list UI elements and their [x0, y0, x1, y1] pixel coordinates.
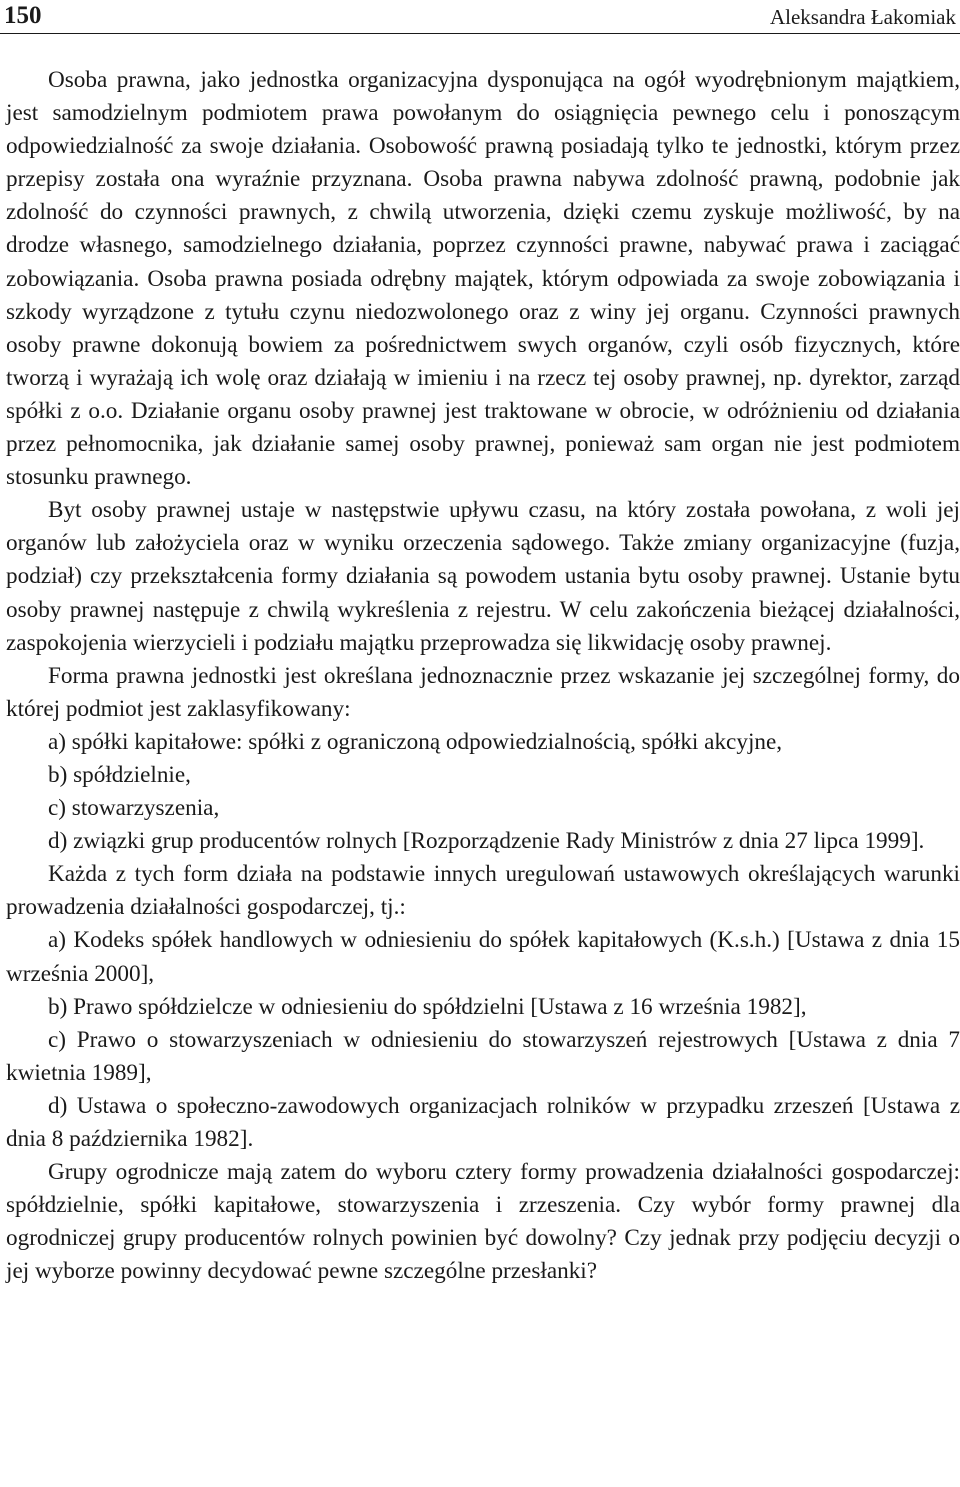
list-item-acts-d: d) Ustawa o społeczno-zawodowych organizacjach rolników w przypadku zrzeszeń [Ustawa z dnia 8 października 1982].	[6, 1092, 960, 1152]
body-text	[6, 64, 960, 1288]
running-head-author: Aleksandra Łakomiak	[769, 5, 956, 29]
page-header	[0, 0, 960, 34]
paragraph-legal-form: Forma prawna jednostki jest określana jednoznacznie przez wskazanie jej szczególnej formy, do której podmiot jest zaklasyfikowany:	[6, 662, 960, 722]
list-item-forms-b: b) spółdzielnie,	[48, 761, 191, 788]
header-rule	[0, 33, 960, 34]
list-item-acts-c: c) Prawo o stowarzyszeniach w odniesieniu do stowarzyszeń rejestrowych [Ustawa z dnia 7 kwietnia 1989],	[6, 1026, 960, 1086]
list-item-forms-a: a) spółki kapitałowe: spółki z ograniczoną odpowiedzialnością, spółki akcyjne,	[48, 728, 783, 755]
list-item-forms-c: c) stowarzyszenia,	[48, 795, 220, 822]
paragraph-legal-person: Osoba prawna, jako jednostka organizacyjna dysponująca na ogół wyodrębnionym majątkiem, jest samodzielnym podmiotem prawa powołanym do osiągnięcia pewnego celu i ponoszącym odpowiedzialność za swoje działania. Osobowość prawną posiadają tylko te jednostki, którym przez przepisy została ona wyraźnie przyznana. Osoba prawna nabywa zdolność prawną, podobnie jak zdolność do czynności prawnych, z chwilą utworzenia, dzięki czemu zyskuje możliwość, by na drodze własnego, samodzielnego działania, poprzez czynności prawne, nabywać prawa i zaciągać zobowiązania. Osoba prawna posiada odrębny majątek, którym odpowiada za swoje zobowiązania i szkody wyrządzone z tytułu czynu niedozwolonego oraz z winy jej organu. Czynności prawnych osoby prawne dokonują bowiem za pośrednictwem swych organów, czyli osób fizycznych, które tworzą i wyrażają ich wolę oraz działają w imieniu i na rzecz tej osoby prawnej, np. dyrektor, zarząd spółki z o.o. Działanie organu osoby prawnej jest traktowane w obrocie, w odróżnieniu od działania przez pełnomocnika, jak działanie samej osoby prawnej, ponieważ sam organ nie jest podmiotem stosunku prawnego.	[6, 67, 960, 491]
list-item-acts-a: a) Kodeks spółek handlowych w odniesieniu do spółek kapitałowych (K.s.h.) [Ustawa z dnia 15 września 2000],	[6, 927, 960, 987]
page-number: 150	[4, 2, 42, 29]
paragraph-regulations: Każda z tych form działa na podstawie innych uregulowań ustawowych określających warunki prowadzenia działalności gospodarczej, tj.:	[6, 861, 960, 921]
list-item-acts-b: b) Prawo spółdzielcze w odniesieniu do spółdzielni [Ustawa z 16 września 1982],	[48, 993, 807, 1020]
paragraph-conclusion: Grupy ogrodnicze mają zatem do wyboru cztery formy prowadzenia działalności gospodarczej: spółdzielnie, spółki kapitałowe, stowarzyszenia i zrzeszenia. Czy wybór formy prawnej dla ogrodniczej grupy producentów rolnych powinien być dowolny? Czy jednak przy podjęciu decyzji o jej wyborze powinny decydować pewne szczególne przesłanki?	[6, 1159, 960, 1285]
list-item-forms-d: d) związki grup producentów rolnych [Rozporządzenie Rady Ministrów z dnia 27 lipca 1999].	[48, 828, 925, 855]
paragraph-termination: Byt osoby prawnej ustaje w następstwie upływu czasu, na który została powołana, z woli jej organów lub założyciela oraz w wyniku orzeczenia sądowego. Także zmiany organizacyjne (fuzja, podział) czy przekształcenia formy działania są powodem ustania bytu osoby prawnej. Ustanie bytu osoby prawnej następuje z chwilą wykreślenia z rejestru. W celu zakończenia bieżącej działalności, zaspokojenia wierzycieli i podziału majątku przeprowadza się likwidację osoby prawnej.	[6, 497, 960, 656]
